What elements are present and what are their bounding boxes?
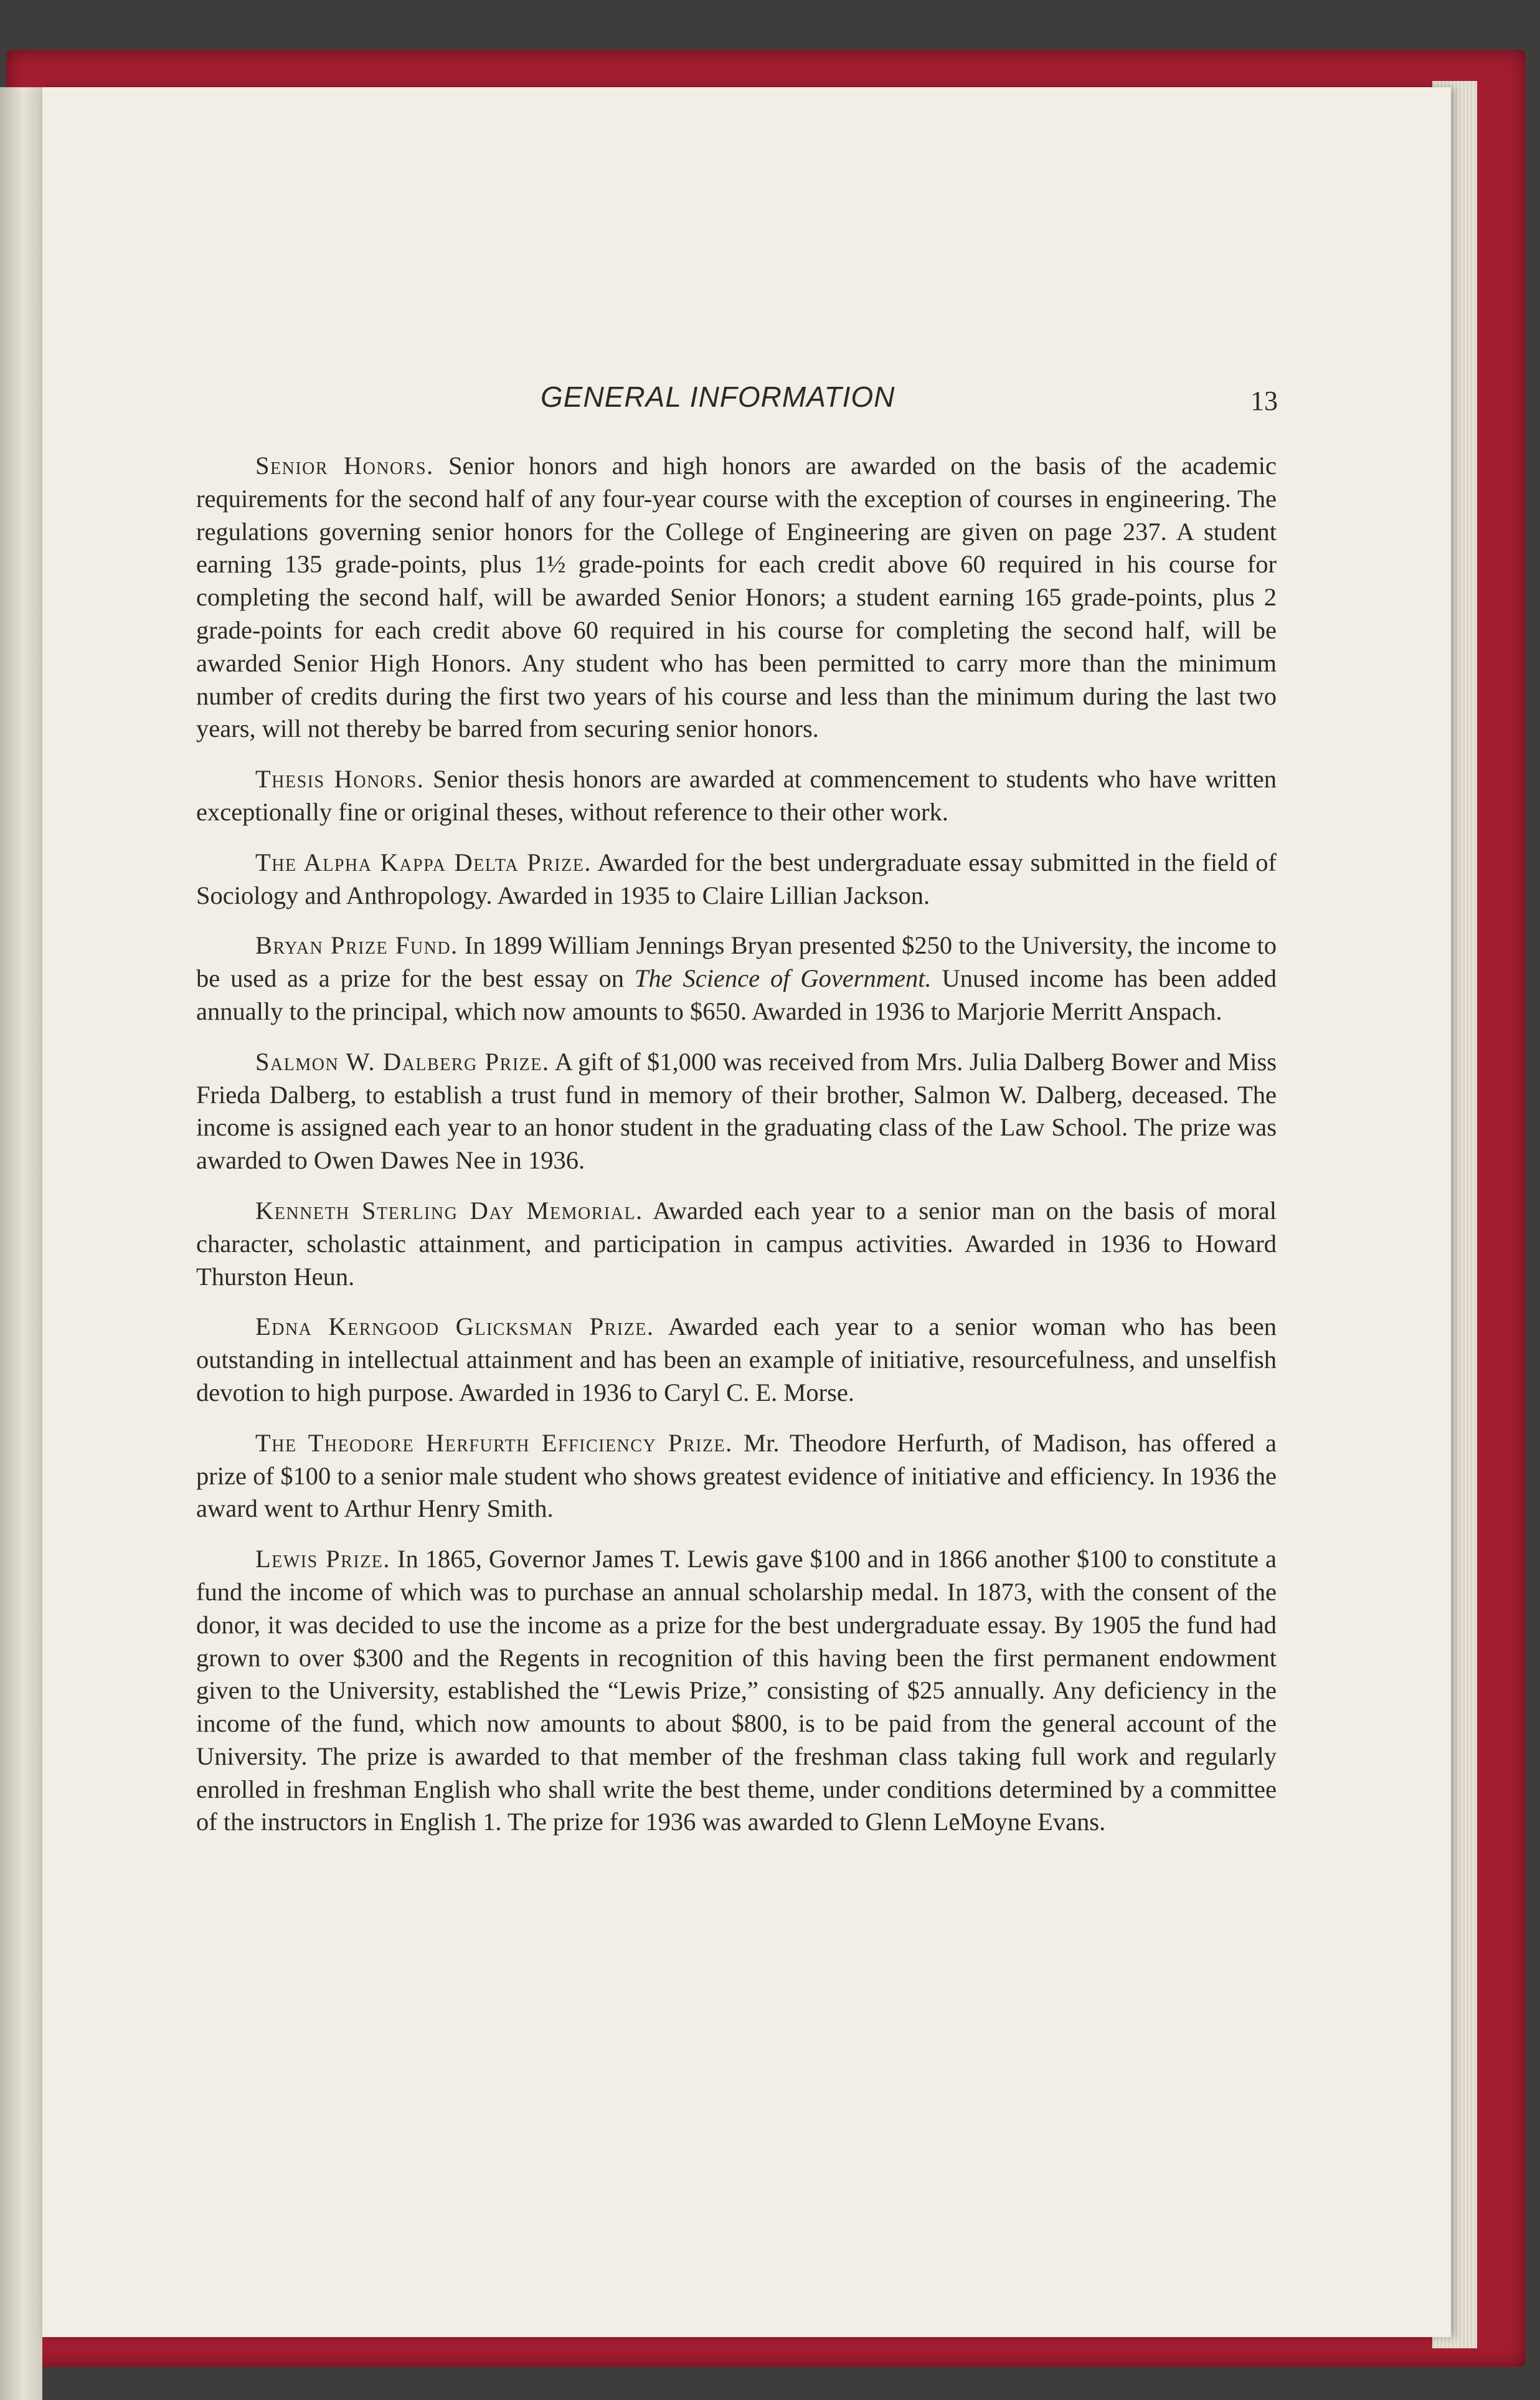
book-title-italic: The Science of Government. — [634, 964, 932, 993]
entry-heading: Bryan Prize Fund. — [255, 931, 458, 960]
entry-heading: The Theodore Herfurth Efficiency Prize. — [255, 1428, 733, 1457]
entry-text-continued: Unused income has been added annually to the principal, which now amounts to $650. Awarded in 1936 to Marjorie Merritt Anspach. — [196, 964, 1277, 1025]
entry-text: Mr. Theodore Herfurth, of Madison, has offered a prize of $100 to a senior male student who shows greatest evidence of initiative and efficiency. In 1936 the award went to Arthur Henry Smith. — [196, 1428, 1277, 1523]
entry-text: A gift of $1,000 was received from Mrs. Julia Dalberg Bower and Miss Frieda Dalberg, to establish a trust fund in memory of their brother, Salmon W. Dalberg, deceased. The income is assigned each year to an honor student in the graduating class of the Law School. The prize was awarded to Owen Dawes Nee in 1936. — [196, 1047, 1277, 1175]
entry-glicksman-prize — [196, 1311, 1277, 1409]
entry-text: Awarded each year to a senior man on the basis of moral character, scholastic attainment, and participation in campus activities. Awarded in 1936 to Howard Thurston Heun. — [196, 1196, 1277, 1291]
running-header: GENERAL INFORMATION — [541, 381, 895, 413]
entry-text: In 1865, Governor James T. Lewis gave $100 and in 1866 another $100 to constitute a fund the income of which was to purchase an annual scholarship medal. In 1873, with the consent of the donor, it was decided to use the income as a prize for the best undergraduate essay. By 1905 the fund had grown to over $300 and the Regents in recognition of this having been the first permanent endowment given to the University, established the “Lewis Prize,” consisting of $25 annually. Any deficiency in the income of the fund, which now amounts to about $800, is to be paid from the general account of the University. The prize is awarded to that member of the freshman class taking full work and regularly enrolled in freshman English who shall write the best theme, under conditions determined by a committee of the instructors in English 1. The prize for 1936 was awarded to Glenn LeMoyne Evans. — [196, 1545, 1277, 1836]
entry-day-memorial — [196, 1195, 1277, 1293]
entry-thesis-honors — [196, 763, 1277, 829]
entry-herfurth-prize — [196, 1427, 1277, 1525]
left-page-edge — [0, 87, 42, 2400]
entry-heading: Salmon W. Dalberg Prize. — [255, 1047, 550, 1076]
entry-alpha-kappa-delta-prize — [196, 847, 1277, 913]
page-number: 13 — [1250, 386, 1278, 416]
entry-text: Senior thesis honors are awarded at commencement to students who have written exceptionally fine or original theses, without reference to their other work. — [196, 765, 1277, 826]
entry-heading: Edna Kerngood Glicksman Prize. — [255, 1312, 654, 1341]
entry-lewis-prize — [196, 1543, 1277, 1839]
entry-heading: Lewis Prize. — [255, 1545, 391, 1573]
book-page — [42, 87, 1451, 2337]
entry-text: Awarded each year to a senior woman who has been outstanding in intellectual attainment and has been an example of initiative, resourcefulness, and unselfish devotion to high purpose. Awarded in 1936 to Caryl C. E. Morse. — [196, 1312, 1277, 1406]
entry-text: In 1899 William Jennings Bryan presented $250 to the University, the income to be used as a prize for the best essay on — [196, 931, 1277, 993]
entry-heading: Kenneth Sterling Day Memorial. — [255, 1196, 643, 1225]
page-body — [196, 450, 1277, 1856]
entry-text: Senior honors and high honors are awarded on the basis of the academic requirements for the second half of any four-year course with the exception of courses in engineering. The regulations governing senior honors for the College of Engineering are given on page 237. A student earning 135 grade-points, plus 1½ grade-points for each credit above 60 required in his course for completing the second half, will be awarded Senior Honors; a student earning 165 grade-points, plus 2 grade-points for each credit above 60 required in his course for completing the second half, will be awarded Senior High Honors. Any student who has been permitted to carry more than the minimum number of credits during the first two years of his course and less than the minimum during the last two years, will not thereby be barred from securing senior honors. — [196, 452, 1277, 743]
entry-text: Awarded for the best undergraduate essay submitted in the field of Sociology and Anthropology. Awarded in 1935 to Claire Lillian Jackson. — [196, 848, 1277, 909]
entry-heading: Senior Honors. — [255, 452, 434, 480]
entry-dalberg-prize — [196, 1046, 1277, 1177]
entry-heading: The Alpha Kappa Delta Prize. — [255, 848, 592, 876]
entry-bryan-prize-fund — [196, 929, 1277, 1028]
entry-heading: Thesis Honors. — [255, 765, 425, 794]
entry-senior-honors — [196, 450, 1277, 746]
